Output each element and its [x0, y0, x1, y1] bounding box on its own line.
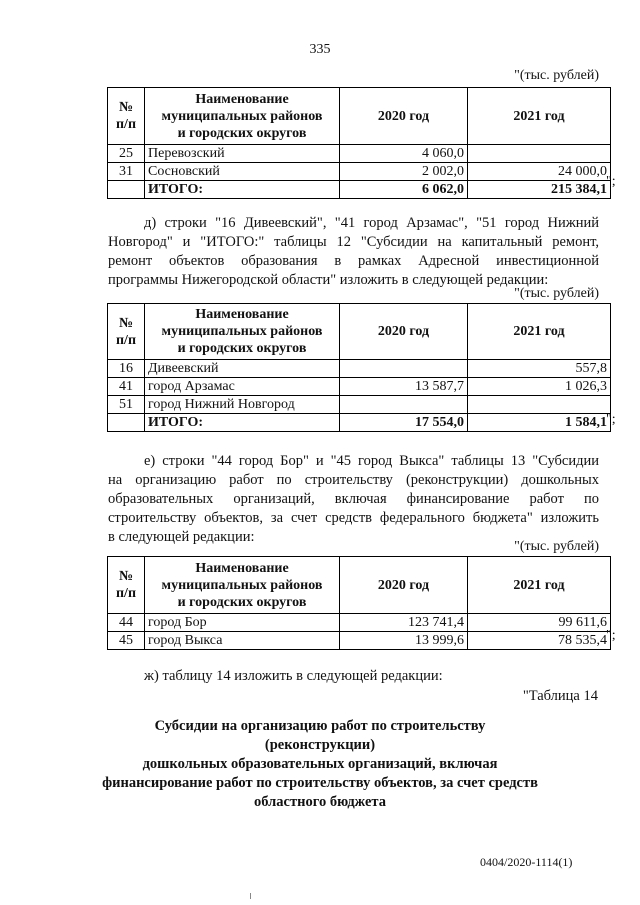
cell-num: 45 — [108, 632, 145, 650]
text-line: программы Нижегородской области" изложить в следующей редакции: — [108, 272, 549, 288]
table-header-row — [108, 88, 611, 145]
text-line: ремонт объектов образования в рамках Адресной инвестиционной — [108, 253, 599, 269]
cell-2021 — [468, 145, 611, 163]
header-name: Наименование муниципальных районов и городских округов — [145, 304, 340, 360]
cell-name: город Нижний Новгород — [145, 396, 340, 414]
cell-num — [108, 414, 145, 432]
text-line: Новгород" и "ИТОГО:" таблицы 12 "Субсидии на капитальный ремонт, — [108, 234, 599, 250]
cell-num: 41 — [108, 378, 145, 396]
cell-num: 25 — [108, 145, 145, 163]
text-line: в следующей редакции: — [108, 529, 255, 545]
heading-line: областного бюджета — [254, 794, 386, 810]
page-number: 335 — [309, 42, 331, 57]
header-num: № п/п — [108, 88, 145, 145]
total-label: ИТОГО: — [145, 414, 340, 432]
cell-name: Сосновский — [145, 163, 340, 181]
cell-name: Перевозский — [145, 145, 340, 163]
text-line: образовательных организаций, включая финансирование работ по — [108, 491, 599, 507]
paragraph-zh: ж) таблицу 14 изложить в следующей редакции: — [144, 668, 443, 684]
document-code: 0404/2020-1114(1) — [480, 855, 573, 869]
header-2020: 2020 год — [340, 88, 468, 145]
cell-num: 31 — [108, 163, 145, 181]
heading-line: финансирование работ по строительству объектов, за счет средств — [102, 775, 538, 791]
header-2020: 2020 год — [340, 557, 468, 614]
cell-2020: 13 999,6 — [340, 632, 468, 650]
header-name: Наименование муниципальных районов и городских округов — [145, 88, 340, 145]
text-line: строительству объектов, за счет средств федерального бюджета" изложить — [108, 510, 599, 526]
heading-line: Субсидии на организацию работ по строительству (реконструкции) — [154, 718, 486, 753]
table-header-row — [108, 557, 611, 614]
table-14-label: "Таблица 14 — [522, 688, 598, 704]
total-label: ИТОГО: — [145, 181, 340, 199]
total-2020: 17 554,0 — [340, 414, 468, 432]
cell-2020 — [340, 360, 468, 378]
cell-2021: 78 535,4 — [468, 632, 611, 650]
header-name: Наименование муниципальных районов и городских округов — [145, 557, 340, 614]
cell-2021: 99 611,6 — [468, 614, 611, 632]
cell-2021: 557,8 — [468, 360, 611, 378]
unit-label-3: "(тыс. рублей) — [514, 539, 599, 554]
cell-num: 51 — [108, 396, 145, 414]
header-2021: 2021 год — [468, 304, 611, 360]
cell-name: Дивеевский — [145, 360, 340, 378]
cell-num: 44 — [108, 614, 145, 632]
table-row — [108, 145, 611, 163]
table-close-quote: "; — [606, 174, 616, 189]
cell-num: 16 — [108, 360, 145, 378]
cell-2021 — [468, 396, 611, 414]
cell-name: город Бор — [145, 614, 340, 632]
total-row — [108, 181, 611, 199]
header-num: № п/п — [108, 304, 145, 360]
table-close-quote: "; — [606, 628, 616, 643]
header-2020: 2020 год — [340, 304, 468, 360]
total-row — [108, 414, 611, 432]
text-line: д) строки "16 Дивеевский", "41 город Арзамас", "51 город Нижний — [144, 215, 599, 231]
table-row — [108, 163, 611, 181]
subsidy-table-1 — [107, 87, 611, 199]
table-header-row — [108, 304, 611, 360]
table-14-heading — [100, 717, 540, 812]
scan-mark — [250, 893, 251, 899]
paragraph-e — [108, 452, 599, 547]
heading-line: дошкольных образовательных организаций, включая — [142, 756, 498, 772]
table-row — [108, 396, 611, 414]
unit-label-2: "(тыс. рублей) — [514, 286, 599, 301]
subsidy-table-2 — [107, 303, 611, 432]
header-num: № п/п — [108, 557, 145, 614]
table-row — [108, 360, 611, 378]
cell-num — [108, 181, 145, 199]
cell-name: город Выкса — [145, 632, 340, 650]
total-2021: 1 584,1 — [468, 414, 611, 432]
cell-2020: 4 060,0 — [340, 145, 468, 163]
total-2020: 6 062,0 — [340, 181, 468, 199]
table-close-quote: "; — [606, 412, 616, 427]
cell-2020: 123 741,4 — [340, 614, 468, 632]
table-row — [108, 378, 611, 396]
text-line: на организацию работ по строительству (реконструкции) дошкольных — [108, 472, 599, 488]
table-row — [108, 614, 611, 632]
subsidy-table-3 — [107, 556, 611, 650]
cell-2020: 2 002,0 — [340, 163, 468, 181]
paragraph-d — [108, 214, 599, 290]
cell-name: город Арзамас — [145, 378, 340, 396]
unit-label-1: "(тыс. рублей) — [514, 68, 599, 83]
table-row — [108, 632, 611, 650]
cell-2021: 1 026,3 — [468, 378, 611, 396]
total-2021: 215 384,1 — [468, 181, 611, 199]
cell-2020 — [340, 396, 468, 414]
header-2021: 2021 год — [468, 557, 611, 614]
text-line: е) строки "44 город Бор" и "45 город Выкса" таблицы 13 "Субсидии — [144, 453, 599, 469]
header-2021: 2021 год — [468, 88, 611, 145]
cell-2020: 13 587,7 — [340, 378, 468, 396]
cell-2021: 24 000,0 — [468, 163, 611, 181]
